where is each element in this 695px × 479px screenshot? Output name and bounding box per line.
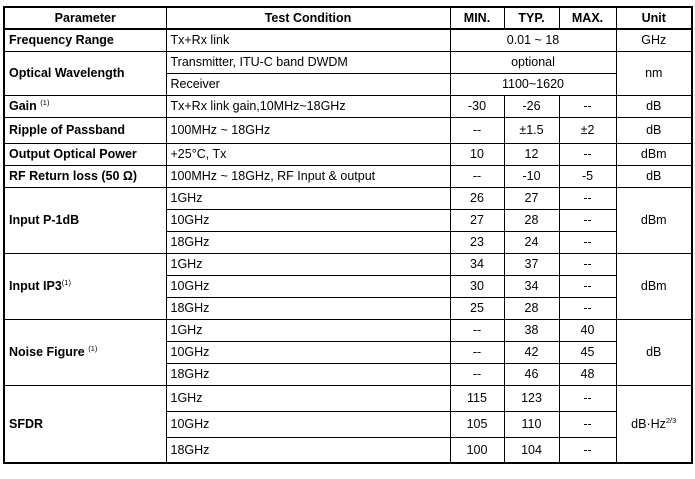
unit-cell: dBm <box>616 253 692 319</box>
unit-exponent: 2/3 <box>665 415 677 425</box>
param-cell <box>4 253 166 319</box>
condition-cell: 10GHz <box>166 275 450 297</box>
condition-cell: 1GHz <box>166 187 450 209</box>
min-cell: -- <box>450 319 504 341</box>
header-typ: TYP. <box>504 7 559 29</box>
row-sfdr-1ghz <box>4 385 692 411</box>
footnote-marker: (1) <box>88 343 98 353</box>
unit-text: dB·Hz <box>631 416 666 431</box>
header-row <box>4 7 692 29</box>
condition-cell: Tx+Rx link <box>166 29 450 51</box>
condition-cell: Tx+Rx link gain,10MHz~18GHz <box>166 95 450 117</box>
condition-cell: 1GHz <box>166 319 450 341</box>
max-cell: -- <box>559 297 616 319</box>
max-cell: 45 <box>559 341 616 363</box>
unit-cell: nm <box>616 51 692 95</box>
max-cell: -- <box>559 143 616 165</box>
row-noise-figure-1ghz <box>4 319 692 341</box>
row-optical-wavelength-tx <box>4 51 692 73</box>
header-condition: Test Condition <box>166 7 450 29</box>
header-max: MAX. <box>559 7 616 29</box>
condition-cell: 1GHz <box>166 253 450 275</box>
typ-cell: 24 <box>504 231 559 253</box>
param-label: Input P-1dB <box>4 187 166 253</box>
param-cell <box>4 95 166 117</box>
header-min: MIN. <box>450 7 504 29</box>
typ-cell: 110 <box>504 411 559 437</box>
param-label: Ripple of Passband <box>4 117 166 143</box>
condition-cell: +25°C, Tx <box>166 143 450 165</box>
max-cell: -5 <box>559 165 616 187</box>
typ-cell: 38 <box>504 319 559 341</box>
condition-cell: 100MHz ~ 18GHz <box>166 117 450 143</box>
typ-cell: 28 <box>504 209 559 231</box>
min-cell: 25 <box>450 297 504 319</box>
condition-cell: 10GHz <box>166 209 450 231</box>
min-cell: -- <box>450 117 504 143</box>
min-cell: 30 <box>450 275 504 297</box>
condition-cell: 1GHz <box>166 385 450 411</box>
row-gain <box>4 95 692 117</box>
typ-cell: 34 <box>504 275 559 297</box>
min-cell: 10 <box>450 143 504 165</box>
condition-cell: 18GHz <box>166 437 450 463</box>
condition-cell: 10GHz <box>166 341 450 363</box>
max-cell: -- <box>559 411 616 437</box>
param-label: Output Optical Power <box>4 143 166 165</box>
condition-cell: 10GHz <box>166 411 450 437</box>
max-cell: 48 <box>559 363 616 385</box>
param-cell <box>4 319 166 385</box>
spec-table <box>3 6 693 464</box>
unit-cell: dB <box>616 117 692 143</box>
min-cell: -- <box>450 341 504 363</box>
unit-cell <box>616 385 692 463</box>
min-cell: 23 <box>450 231 504 253</box>
row-frequency-range <box>4 29 692 51</box>
row-output-optical-power <box>4 143 692 165</box>
param-label: Gain <box>9 99 37 113</box>
max-cell: -- <box>559 187 616 209</box>
footnote-marker: (1) <box>61 277 71 287</box>
min-cell: 27 <box>450 209 504 231</box>
param-label: Input IP3 <box>9 279 62 293</box>
typ-cell: -26 <box>504 95 559 117</box>
min-cell: 34 <box>450 253 504 275</box>
condition-cell: Receiver <box>166 73 450 95</box>
value-range-cell: 0.01 ~ 18 <box>450 29 616 51</box>
typ-cell: 46 <box>504 363 559 385</box>
max-cell: -- <box>559 253 616 275</box>
condition-cell: 18GHz <box>166 231 450 253</box>
typ-cell: ±1.5 <box>504 117 559 143</box>
min-cell: -- <box>450 363 504 385</box>
row-input-ip3-1ghz <box>4 253 692 275</box>
param-label: Optical Wavelength <box>4 51 166 95</box>
min-cell: -- <box>450 165 504 187</box>
min-cell: 100 <box>450 437 504 463</box>
max-cell: ±2 <box>559 117 616 143</box>
typ-cell: 42 <box>504 341 559 363</box>
min-cell: -30 <box>450 95 504 117</box>
min-cell: 105 <box>450 411 504 437</box>
row-ripple <box>4 117 692 143</box>
condition-cell: 18GHz <box>166 297 450 319</box>
condition-cell: 18GHz <box>166 363 450 385</box>
param-label: SFDR <box>4 385 166 463</box>
row-input-p1db-1ghz <box>4 187 692 209</box>
typ-cell: 12 <box>504 143 559 165</box>
param-label: Noise Figure <box>9 345 85 359</box>
max-cell: -- <box>559 231 616 253</box>
condition-cell: 100MHz ~ 18GHz, RF Input & output <box>166 165 450 187</box>
typ-cell: 123 <box>504 385 559 411</box>
row-rf-return-loss <box>4 165 692 187</box>
typ-cell: 104 <box>504 437 559 463</box>
unit-cell: dB <box>616 165 692 187</box>
header-unit: Unit <box>616 7 692 29</box>
max-cell: -- <box>559 275 616 297</box>
param-label: RF Return loss (50 Ω) <box>4 165 166 187</box>
value-range-cell: optional <box>450 51 616 73</box>
unit-cell: dBm <box>616 143 692 165</box>
unit-cell: GHz <box>616 29 692 51</box>
typ-cell: 37 <box>504 253 559 275</box>
max-cell: -- <box>559 95 616 117</box>
min-cell: 26 <box>450 187 504 209</box>
header-parameter: Parameter <box>4 7 166 29</box>
footnote-marker: (1) <box>40 97 50 107</box>
unit-cell: dBm <box>616 187 692 253</box>
typ-cell: 27 <box>504 187 559 209</box>
unit-cell: dB <box>616 319 692 385</box>
max-cell: -- <box>559 209 616 231</box>
typ-cell: -10 <box>504 165 559 187</box>
param-label: Frequency Range <box>4 29 166 51</box>
max-cell: -- <box>559 437 616 463</box>
min-cell: 115 <box>450 385 504 411</box>
condition-cell: Transmitter, ITU-C band DWDM <box>166 51 450 73</box>
max-cell: -- <box>559 385 616 411</box>
value-range-cell: 1100~1620 <box>450 73 616 95</box>
typ-cell: 28 <box>504 297 559 319</box>
unit-cell: dB <box>616 95 692 117</box>
max-cell: 40 <box>559 319 616 341</box>
